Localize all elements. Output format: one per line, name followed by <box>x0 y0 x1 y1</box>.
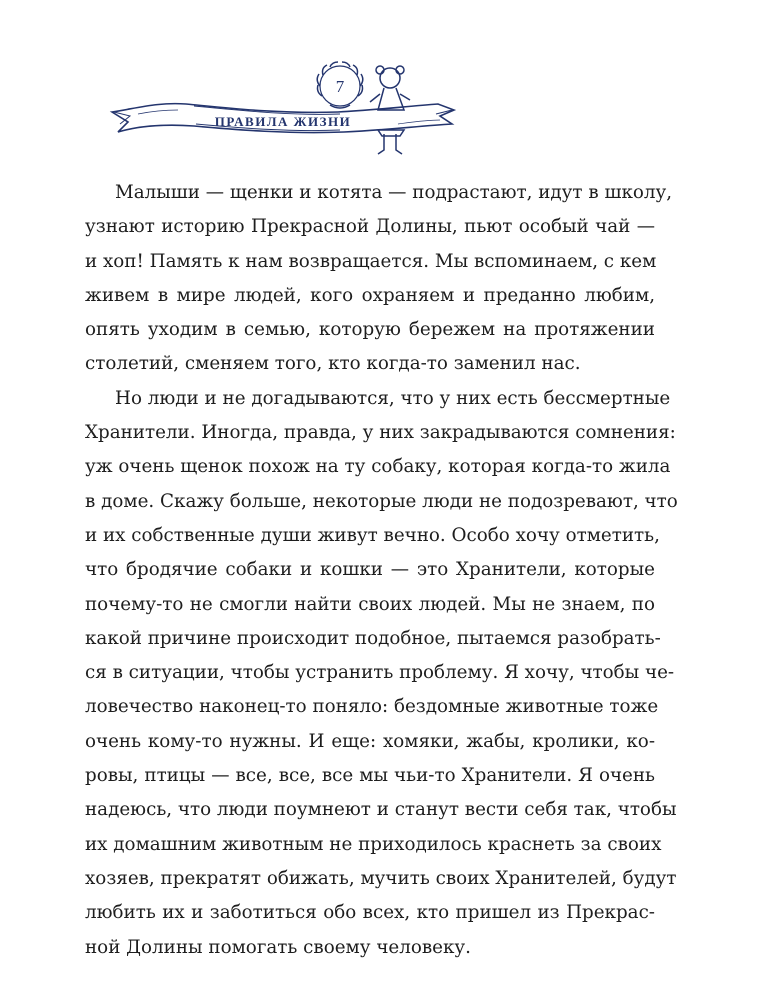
text-line: любить их и заботиться обо всех, кто пришел из Прекрас- <box>85 902 655 924</box>
text-line: Хранители. Иногда, правда, у них закрадываются сомнения: <box>85 422 676 444</box>
text-line: и хоп! Память к нам возвращается. Мы вспоминаем, с кем <box>85 250 657 272</box>
text-line: ровы, птицы — все, все, все мы чьи-то Хранители. Я очень <box>85 765 655 787</box>
text-line: ной Долины помогать своему человеку. <box>85 936 471 958</box>
chapter-number: 7 <box>335 77 345 96</box>
text-line: столетий, сменяем того, кто когда-то заменил нас. <box>85 353 581 375</box>
chapter-emblem-illustration <box>108 50 458 162</box>
body-text <box>85 176 678 965</box>
text-line: Но люди и не догадываются, что у них есть бессмертные <box>115 387 671 409</box>
text-line: узнают историю Прекрасной Долины, пьют особый чай — <box>85 216 655 238</box>
text-line: что бродячие собаки и кошки — это Хранители, которые <box>85 559 655 581</box>
chapter-title: ПРАВИЛА ЖИЗНИ <box>214 114 352 129</box>
text-line: живем в мире людей, кого охраняем и преданно любим, <box>85 284 655 306</box>
chapter-header-emblem <box>108 50 458 162</box>
text-line: уж очень щенок похож на ту собаку, которая когда-то жила <box>85 456 671 478</box>
text-line: ся в ситуации, чтобы устранить проблему. Я хочу, чтобы че- <box>85 662 675 684</box>
text-line: очень кому-то нужны. И еще: хомяки, жабы, кролики, ко- <box>85 730 655 752</box>
text-line: почему-то не смогли найти своих людей. Мы не знаем, по <box>85 593 655 615</box>
text-line: надеюсь, что люди поумнеют и станут вести себя так, чтобы <box>85 799 677 821</box>
text-line: и их собственные души живут вечно. Особо хочу отметить, <box>85 524 660 546</box>
text-line: какой причине происходит подобное, пытаемся разобрать- <box>85 627 661 649</box>
text-line: хозяев, прекратят обижать, мучить своих Хранителей, будут <box>85 867 677 889</box>
text-line: Малыши — щенки и котята — подрастают, идут в школу, <box>115 182 673 203</box>
paragraph-2 <box>85 382 678 965</box>
text-line: ловечество наконец-то поняло: бездомные животные тоже <box>85 696 659 718</box>
paragraph-1 <box>85 176 673 382</box>
text-line: в доме. Скажу больше, некоторые люди не подозревают, что <box>85 490 678 512</box>
text-line: их домашним животным не приходилось краснеть за своих <box>85 833 662 855</box>
text-line: опять уходим в семью, которую бережем на протяжении <box>85 319 655 341</box>
